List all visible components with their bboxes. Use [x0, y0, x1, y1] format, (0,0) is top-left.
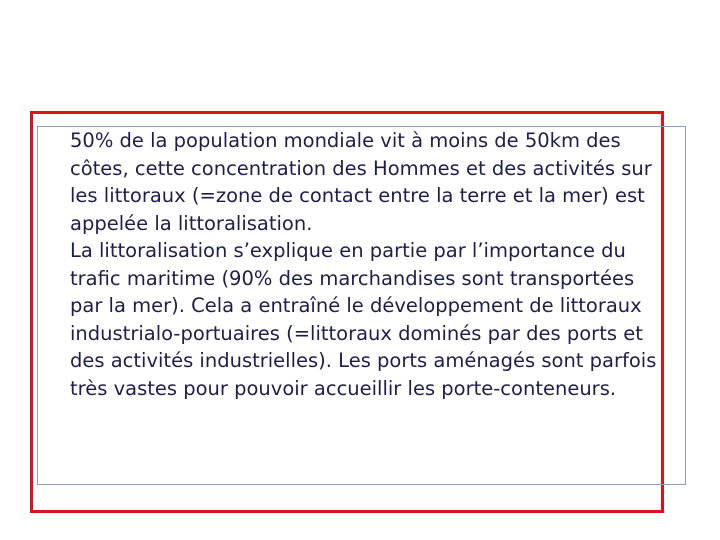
paragraph-littoralisation-definition: 50% de la population mondiale vit à moins de 50km des côtes, cette concentration des Hommes et des activités sur les littoraux (=zone de contact entre la terre et la mer) est appelée la littoralisation. [70, 129, 652, 235]
text-box [70, 127, 670, 402]
paragraph-maritime-traffic: La littoralisation s’explique en partie par l’importance du trafic maritime (90% des marchandises sont transportées par la mer). Cela a entraîné le développement de littoraux industrialo-portuaires (=littoraux dominés par des ports et des activités industrielles). Les ports aménagés sont parfois très vastes pour pouvoir accueillir les porte-conteneurs. [70, 239, 657, 400]
